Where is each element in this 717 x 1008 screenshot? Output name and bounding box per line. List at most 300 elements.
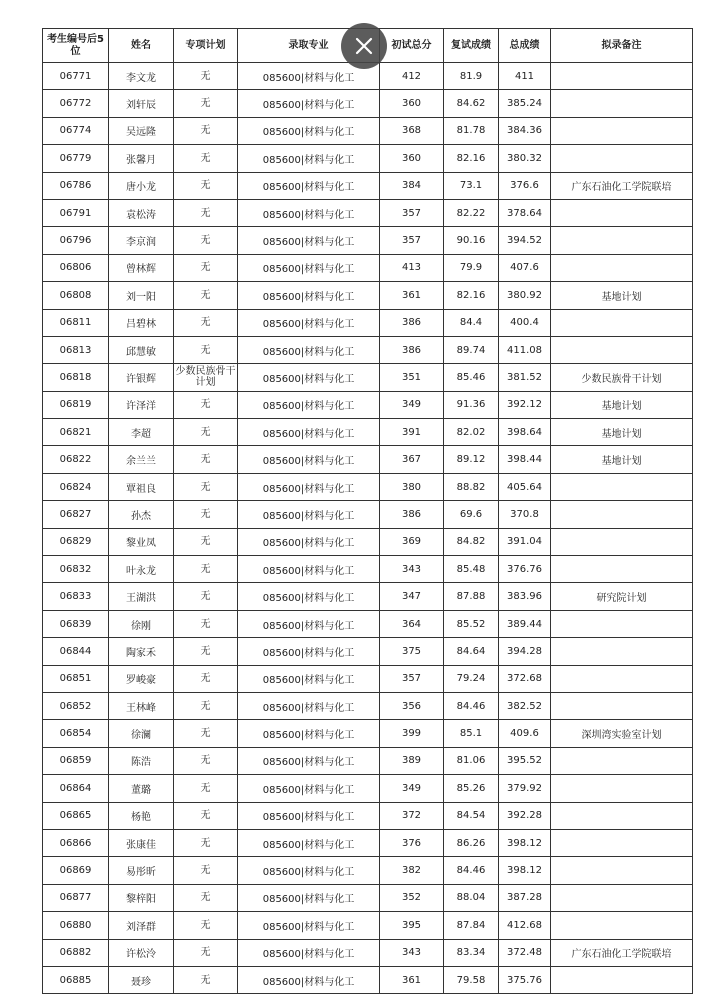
- remarks-cell: [551, 912, 693, 939]
- name-cell: 王湖洪: [109, 583, 174, 610]
- initial-score-cell: 343: [380, 939, 444, 966]
- name-cell: 杨艳: [109, 802, 174, 829]
- table-row: [43, 966, 693, 993]
- table-row: [43, 829, 693, 856]
- plan-cell: 无: [174, 912, 238, 939]
- remarks-cell: [551, 117, 693, 144]
- name-cell: 聂珍: [109, 966, 174, 993]
- table-row: [43, 446, 693, 473]
- header-remarks: 拟录备注: [551, 29, 693, 63]
- name-cell: 陈浩: [109, 747, 174, 774]
- remarks-cell: [551, 829, 693, 856]
- initial-score-cell: 349: [380, 775, 444, 802]
- retest-score-cell: 79.9: [444, 254, 499, 281]
- remarks-cell: 广东石油化工学院联培: [551, 172, 693, 199]
- plan-cell: 无: [174, 254, 238, 281]
- remarks-cell: [551, 336, 693, 363]
- major-cell: 085600|材料与化工: [238, 528, 380, 555]
- exam-id-cell: 06779: [43, 145, 109, 172]
- table-row: [43, 419, 693, 446]
- name-cell: 覃祖良: [109, 473, 174, 500]
- table-row: [43, 172, 693, 199]
- total-score-cell: 385.24: [499, 90, 551, 117]
- remarks-cell: [551, 747, 693, 774]
- header-special-plan: 专项计划: [174, 29, 238, 63]
- exam-id-cell: 06869: [43, 857, 109, 884]
- major-cell: 085600|材料与化工: [238, 117, 380, 144]
- remarks-cell: [551, 857, 693, 884]
- name-cell: 徐澜: [109, 720, 174, 747]
- exam-id-cell: 06821: [43, 419, 109, 446]
- table-row: [43, 364, 693, 391]
- total-score-cell: 411.08: [499, 336, 551, 363]
- plan-cell: 无: [174, 309, 238, 336]
- exam-id-cell: 06819: [43, 391, 109, 418]
- table-row: [43, 912, 693, 939]
- remarks-cell: [551, 692, 693, 719]
- initial-score-cell: 360: [380, 90, 444, 117]
- initial-score-cell: 343: [380, 556, 444, 583]
- remarks-cell: 基地计划: [551, 446, 693, 473]
- total-score-cell: 379.92: [499, 775, 551, 802]
- exam-id-cell: 06796: [43, 227, 109, 254]
- major-cell: 085600|材料与化工: [238, 145, 380, 172]
- table-row: [43, 720, 693, 747]
- exam-id-cell: 06833: [43, 583, 109, 610]
- major-cell: 085600|材料与化工: [238, 912, 380, 939]
- plan-cell: 无: [174, 966, 238, 993]
- name-cell: 陶家禾: [109, 638, 174, 665]
- initial-score-cell: 349: [380, 391, 444, 418]
- retest-score-cell: 84.46: [444, 857, 499, 884]
- retest-score-cell: 85.1: [444, 720, 499, 747]
- major-cell: 085600|材料与化工: [238, 966, 380, 993]
- name-cell: 黎梓阳: [109, 884, 174, 911]
- major-cell: 085600|材料与化工: [238, 391, 380, 418]
- table-row: [43, 775, 693, 802]
- name-cell: 吕碧林: [109, 309, 174, 336]
- initial-score-cell: 380: [380, 473, 444, 500]
- major-cell: 085600|材料与化工: [238, 665, 380, 692]
- major-cell: 085600|材料与化工: [238, 501, 380, 528]
- remarks-cell: [551, 966, 693, 993]
- plan-cell: 无: [174, 692, 238, 719]
- retest-score-cell: 82.16: [444, 282, 499, 309]
- name-cell: 许银辉: [109, 364, 174, 391]
- plan-cell: 无: [174, 227, 238, 254]
- table-row: [43, 802, 693, 829]
- admission-table: [42, 28, 693, 994]
- plan-cell: 无: [174, 282, 238, 309]
- major-cell: 085600|材料与化工: [238, 90, 380, 117]
- name-cell: 张馨月: [109, 145, 174, 172]
- name-cell: 吴远隆: [109, 117, 174, 144]
- major-cell: 085600|材料与化工: [238, 638, 380, 665]
- major-cell: 085600|材料与化工: [238, 775, 380, 802]
- major-cell: 085600|材料与化工: [238, 802, 380, 829]
- major-cell: 085600|材料与化工: [238, 473, 380, 500]
- retest-score-cell: 84.82: [444, 528, 499, 555]
- total-score-cell: 398.44: [499, 446, 551, 473]
- plan-cell: 无: [174, 720, 238, 747]
- retest-score-cell: 88.04: [444, 884, 499, 911]
- major-cell: 085600|材料与化工: [238, 829, 380, 856]
- header-initial-score: 初试总分: [380, 29, 444, 63]
- name-cell: 袁松涛: [109, 199, 174, 226]
- name-cell: 董璐: [109, 775, 174, 802]
- remarks-cell: 深圳湾实验室计划: [551, 720, 693, 747]
- plan-cell: 无: [174, 172, 238, 199]
- name-cell: 易彤昕: [109, 857, 174, 884]
- initial-score-cell: 352: [380, 884, 444, 911]
- table-row: [43, 309, 693, 336]
- initial-score-cell: 376: [380, 829, 444, 856]
- initial-score-cell: 357: [380, 199, 444, 226]
- retest-score-cell: 84.62: [444, 90, 499, 117]
- table-row: [43, 117, 693, 144]
- exam-id-cell: 06806: [43, 254, 109, 281]
- remarks-cell: [551, 199, 693, 226]
- plan-cell: 无: [174, 884, 238, 911]
- name-cell: 许泽洋: [109, 391, 174, 418]
- name-cell: 唐小龙: [109, 172, 174, 199]
- major-cell: 085600|材料与化工: [238, 747, 380, 774]
- initial-score-cell: 386: [380, 336, 444, 363]
- major-cell: 085600|材料与化工: [238, 857, 380, 884]
- major-cell: 085600|材料与化工: [238, 720, 380, 747]
- plan-cell: 无: [174, 391, 238, 418]
- major-cell: 085600|材料与化工: [238, 254, 380, 281]
- name-cell: 邱慧敏: [109, 336, 174, 363]
- name-cell: 张康佳: [109, 829, 174, 856]
- table-row: [43, 391, 693, 418]
- retest-score-cell: 85.48: [444, 556, 499, 583]
- remarks-cell: [551, 775, 693, 802]
- major-cell: 085600|材料与化工: [238, 556, 380, 583]
- table-row: [43, 282, 693, 309]
- major-cell: 085600|材料与化工: [238, 172, 380, 199]
- remarks-cell: 基地计划: [551, 391, 693, 418]
- exam-id-cell: 06844: [43, 638, 109, 665]
- total-score-cell: 398.12: [499, 857, 551, 884]
- exam-id-cell: 06829: [43, 528, 109, 555]
- total-score-cell: 394.28: [499, 638, 551, 665]
- table-row: [43, 665, 693, 692]
- exam-id-cell: 06852: [43, 692, 109, 719]
- remarks-cell: [551, 638, 693, 665]
- remarks-cell: [551, 145, 693, 172]
- plan-cell: 无: [174, 90, 238, 117]
- retest-score-cell: 84.4: [444, 309, 499, 336]
- remarks-cell: 广东石油化工学院联培: [551, 939, 693, 966]
- retest-score-cell: 79.58: [444, 966, 499, 993]
- plan-cell: 无: [174, 829, 238, 856]
- plan-cell: 无: [174, 528, 238, 555]
- plan-cell: 无: [174, 145, 238, 172]
- retest-score-cell: 85.26: [444, 775, 499, 802]
- initial-score-cell: 364: [380, 610, 444, 637]
- plan-cell: 无: [174, 336, 238, 363]
- plan-cell: 无: [174, 446, 238, 473]
- major-cell: 085600|材料与化工: [238, 692, 380, 719]
- exam-id-cell: 06854: [43, 720, 109, 747]
- table-row: [43, 939, 693, 966]
- name-cell: 余兰兰: [109, 446, 174, 473]
- total-score-cell: 409.6: [499, 720, 551, 747]
- remarks-cell: [551, 665, 693, 692]
- initial-score-cell: 369: [380, 528, 444, 555]
- exam-id-cell: 06771: [43, 63, 109, 90]
- name-cell: 王林峰: [109, 692, 174, 719]
- major-cell: 085600|材料与化工: [238, 610, 380, 637]
- exam-id-cell: 06791: [43, 199, 109, 226]
- header-name: 姓名: [109, 29, 174, 63]
- initial-score-cell: 413: [380, 254, 444, 281]
- table-row: [43, 884, 693, 911]
- table-row: [43, 336, 693, 363]
- plan-cell: 无: [174, 610, 238, 637]
- retest-score-cell: 86.26: [444, 829, 499, 856]
- header-exam-id: 考生编号后5位: [43, 29, 109, 63]
- total-score-cell: 411: [499, 63, 551, 90]
- total-score-cell: 392.12: [499, 391, 551, 418]
- retest-score-cell: 81.06: [444, 747, 499, 774]
- retest-score-cell: 84.64: [444, 638, 499, 665]
- retest-score-cell: 83.34: [444, 939, 499, 966]
- initial-score-cell: 384: [380, 172, 444, 199]
- exam-id-cell: 06880: [43, 912, 109, 939]
- initial-score-cell: 391: [380, 419, 444, 446]
- total-score-cell: 376.6: [499, 172, 551, 199]
- total-score-cell: 372.48: [499, 939, 551, 966]
- total-score-cell: 382.52: [499, 692, 551, 719]
- retest-score-cell: 88.82: [444, 473, 499, 500]
- exam-id-cell: 06877: [43, 884, 109, 911]
- name-cell: 刘泽群: [109, 912, 174, 939]
- retest-score-cell: 82.02: [444, 419, 499, 446]
- plan-cell: 无: [174, 747, 238, 774]
- name-cell: 李京润: [109, 227, 174, 254]
- major-cell: 085600|材料与化工: [238, 227, 380, 254]
- retest-score-cell: 84.54: [444, 802, 499, 829]
- initial-score-cell: 347: [380, 583, 444, 610]
- total-score-cell: 412.68: [499, 912, 551, 939]
- plan-cell: 无: [174, 583, 238, 610]
- plan-cell: 无: [174, 63, 238, 90]
- initial-score-cell: 382: [380, 857, 444, 884]
- retest-score-cell: 89.12: [444, 446, 499, 473]
- name-cell: 李超: [109, 419, 174, 446]
- total-score-cell: 407.6: [499, 254, 551, 281]
- retest-score-cell: 90.16: [444, 227, 499, 254]
- initial-score-cell: 412: [380, 63, 444, 90]
- total-score-cell: 380.32: [499, 145, 551, 172]
- remarks-cell: [551, 309, 693, 336]
- retest-score-cell: 81.9: [444, 63, 499, 90]
- plan-cell: 无: [174, 939, 238, 966]
- name-cell: 徐刚: [109, 610, 174, 637]
- name-cell: 黎业凤: [109, 528, 174, 555]
- plan-cell: 无: [174, 556, 238, 583]
- total-score-cell: 375.76: [499, 966, 551, 993]
- plan-cell: 无: [174, 665, 238, 692]
- name-cell: 曾林辉: [109, 254, 174, 281]
- major-cell: 085600|材料与化工: [238, 282, 380, 309]
- retest-score-cell: 89.74: [444, 336, 499, 363]
- exam-id-cell: 06865: [43, 802, 109, 829]
- major-cell: 085600|材料与化工: [238, 939, 380, 966]
- initial-score-cell: 375: [380, 638, 444, 665]
- retest-score-cell: 82.16: [444, 145, 499, 172]
- plan-cell: 无: [174, 775, 238, 802]
- retest-score-cell: 91.36: [444, 391, 499, 418]
- table-row: [43, 857, 693, 884]
- major-cell: 085600|材料与化工: [238, 63, 380, 90]
- exam-id-cell: 06772: [43, 90, 109, 117]
- exam-id-cell: 06822: [43, 446, 109, 473]
- exam-id-cell: 06786: [43, 172, 109, 199]
- table-row: [43, 473, 693, 500]
- remarks-cell: [551, 473, 693, 500]
- exam-id-cell: 06824: [43, 473, 109, 500]
- name-cell: 许松泠: [109, 939, 174, 966]
- total-score-cell: 383.96: [499, 583, 551, 610]
- table-row: [43, 227, 693, 254]
- remarks-cell: [551, 90, 693, 117]
- major-cell: 085600|材料与化工: [238, 309, 380, 336]
- table-row: [43, 692, 693, 719]
- exam-id-cell: 06811: [43, 309, 109, 336]
- major-cell: 085600|材料与化工: [238, 364, 380, 391]
- exam-id-cell: 06882: [43, 939, 109, 966]
- name-cell: 叶永龙: [109, 556, 174, 583]
- remarks-cell: [551, 227, 693, 254]
- table-row: [43, 610, 693, 637]
- table-row: [43, 528, 693, 555]
- remarks-cell: [551, 802, 693, 829]
- total-score-cell: 370.8: [499, 501, 551, 528]
- name-cell: 李文龙: [109, 63, 174, 90]
- retest-score-cell: 69.6: [444, 501, 499, 528]
- retest-score-cell: 85.52: [444, 610, 499, 637]
- plan-cell: 无: [174, 857, 238, 884]
- remarks-cell: [551, 63, 693, 90]
- plan-cell: 无: [174, 501, 238, 528]
- initial-score-cell: 399: [380, 720, 444, 747]
- table-row: [43, 747, 693, 774]
- total-score-cell: 392.28: [499, 802, 551, 829]
- exam-id-cell: 06813: [43, 336, 109, 363]
- total-score-cell: 384.36: [499, 117, 551, 144]
- plan-cell: 无: [174, 802, 238, 829]
- retest-score-cell: 81.78: [444, 117, 499, 144]
- initial-score-cell: 361: [380, 282, 444, 309]
- total-score-cell: 381.52: [499, 364, 551, 391]
- total-score-cell: 380.92: [499, 282, 551, 309]
- remarks-cell: [551, 556, 693, 583]
- exam-id-cell: 06808: [43, 282, 109, 309]
- name-cell: 刘轩辰: [109, 90, 174, 117]
- initial-score-cell: 361: [380, 966, 444, 993]
- remarks-cell: [551, 884, 693, 911]
- total-score-cell: 395.52: [499, 747, 551, 774]
- plan-cell: 无: [174, 117, 238, 144]
- initial-score-cell: 351: [380, 364, 444, 391]
- total-score-cell: 400.4: [499, 309, 551, 336]
- major-cell: 085600|材料与化工: [238, 446, 380, 473]
- initial-score-cell: 389: [380, 747, 444, 774]
- remarks-cell: [551, 528, 693, 555]
- header-retest-score: 复试成绩: [444, 29, 499, 63]
- name-cell: 刘一阳: [109, 282, 174, 309]
- close-icon: [355, 37, 373, 55]
- name-cell: 孙杰: [109, 501, 174, 528]
- plan-cell: 少数民族骨干计划: [174, 364, 238, 391]
- initial-score-cell: 367: [380, 446, 444, 473]
- initial-score-cell: 357: [380, 227, 444, 254]
- total-score-cell: 387.28: [499, 884, 551, 911]
- retest-score-cell: 85.46: [444, 364, 499, 391]
- initial-score-cell: 372: [380, 802, 444, 829]
- table-row: [43, 145, 693, 172]
- remarks-cell: 基地计划: [551, 282, 693, 309]
- remarks-cell: 基地计划: [551, 419, 693, 446]
- initial-score-cell: 386: [380, 501, 444, 528]
- remarks-cell: [551, 501, 693, 528]
- retest-score-cell: 73.1: [444, 172, 499, 199]
- initial-score-cell: 357: [380, 665, 444, 692]
- exam-id-cell: 06859: [43, 747, 109, 774]
- exam-id-cell: 06774: [43, 117, 109, 144]
- total-score-cell: 376.76: [499, 556, 551, 583]
- major-cell: 085600|材料与化工: [238, 199, 380, 226]
- total-score-cell: 391.04: [499, 528, 551, 555]
- retest-score-cell: 79.24: [444, 665, 499, 692]
- table-row: [43, 556, 693, 583]
- exam-id-cell: 06827: [43, 501, 109, 528]
- exam-id-cell: 06885: [43, 966, 109, 993]
- initial-score-cell: 368: [380, 117, 444, 144]
- table-row: [43, 90, 693, 117]
- total-score-cell: 398.64: [499, 419, 551, 446]
- plan-cell: 无: [174, 199, 238, 226]
- initial-score-cell: 395: [380, 912, 444, 939]
- initial-score-cell: 356: [380, 692, 444, 719]
- retest-score-cell: 84.46: [444, 692, 499, 719]
- total-score-cell: 394.52: [499, 227, 551, 254]
- table-row: [43, 254, 693, 281]
- total-score-cell: 398.12: [499, 829, 551, 856]
- table-row: [43, 583, 693, 610]
- plan-cell: 无: [174, 419, 238, 446]
- exam-id-cell: 06864: [43, 775, 109, 802]
- retest-score-cell: 87.88: [444, 583, 499, 610]
- table-row: [43, 199, 693, 226]
- major-cell: 085600|材料与化工: [238, 884, 380, 911]
- initial-score-cell: 360: [380, 145, 444, 172]
- header-major: 录取专业: [238, 29, 380, 63]
- exam-id-cell: 06839: [43, 610, 109, 637]
- exam-id-cell: 06818: [43, 364, 109, 391]
- remarks-cell: 少数民族骨干计划: [551, 364, 693, 391]
- close-button[interactable]: [341, 23, 387, 69]
- exam-id-cell: 06866: [43, 829, 109, 856]
- major-cell: 085600|材料与化工: [238, 419, 380, 446]
- major-cell: 085600|材料与化工: [238, 583, 380, 610]
- exam-id-cell: 06851: [43, 665, 109, 692]
- exam-id-cell: 06832: [43, 556, 109, 583]
- retest-score-cell: 82.22: [444, 199, 499, 226]
